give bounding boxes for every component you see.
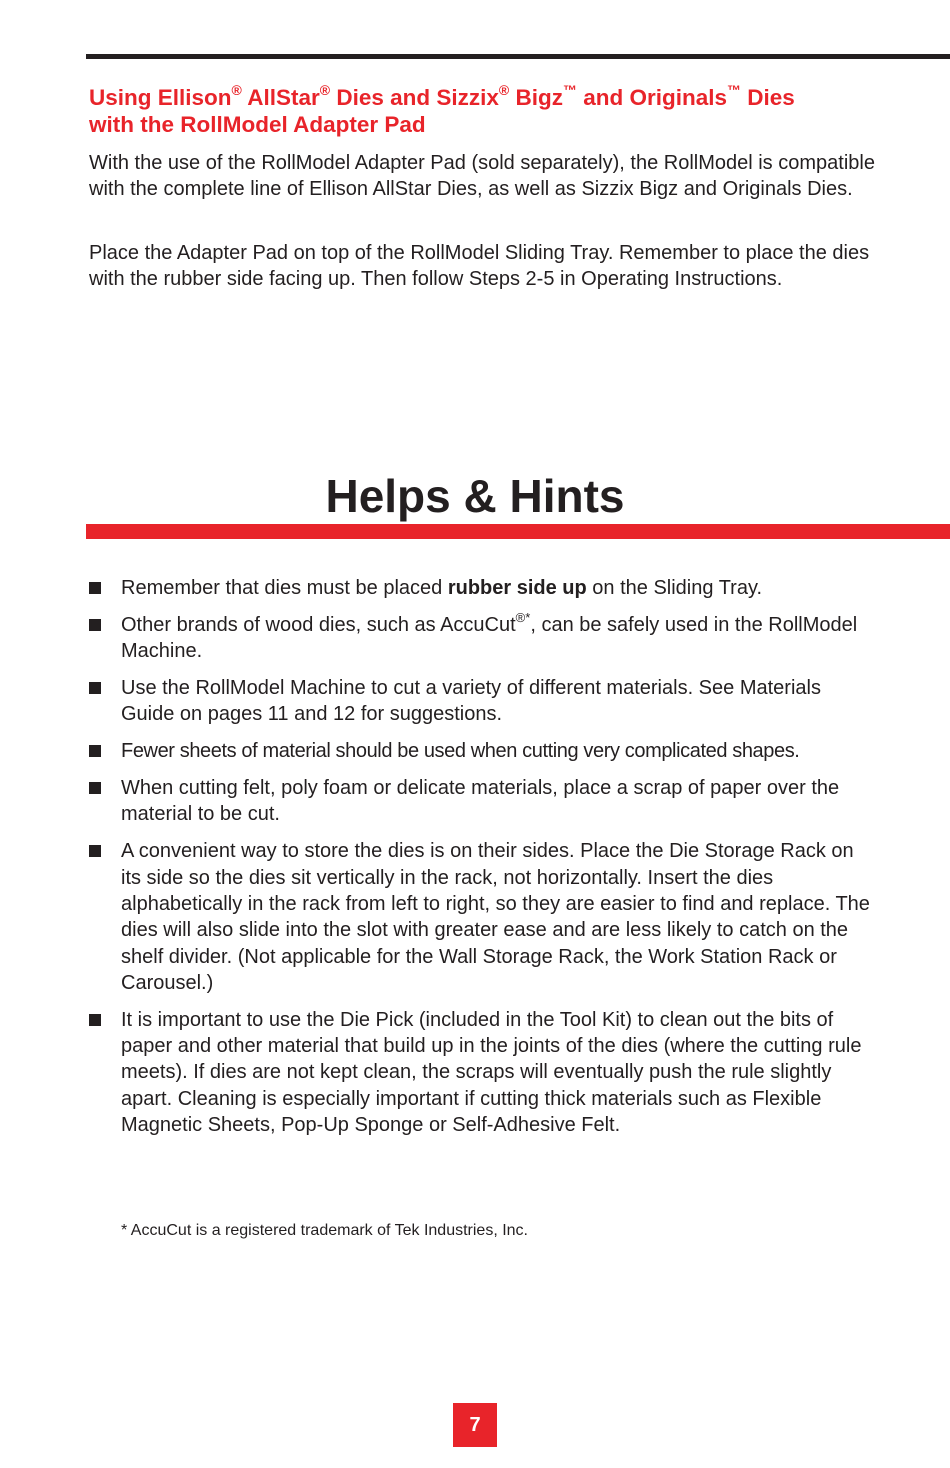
list-item: A convenient way to store the dies is on their sides. Place the Die Storage Rack on its side so the dies sit vertically in the rack, not horizontally. Insert the dies alphabetically in the rack from left to right, so they are easier to find and replace. The dies will also slide into the slot with greater ease and are less likely to catch on the shelf divider. (Not applicable for the Wall Storage Rack, the Work Station Rack or Carousel.): [89, 838, 879, 996]
adapter-pad-paragraph: With the use of the RollModel Adapter Pad (sold separately), the RollModel is compatible with the complete line of Ellison AllStar Dies, as well as Sizzix Bigz and Originals Dies.: [89, 152, 875, 201]
placement-paragraph: Place the Adapter Pad on top of the RollModel Sliding Tray. Remember to place the dies with the rubber side facing up. Then follow Steps 2-5 in Operating Instructions.: [89, 242, 870, 291]
square-bullet-icon: [89, 782, 101, 794]
square-bullet-icon: [89, 682, 101, 694]
section-heading: Using Ellison® AllStar® Dies and Sizzix® Bigz™ and Originals™ Dies with the RollModel Adapter Pad: [89, 81, 795, 137]
square-bullet-icon: [89, 745, 101, 757]
list-item: Other brands of wood dies, such as AccuCut®*, can be safely used in the RollModel Machine.: [89, 612, 879, 665]
square-bullet-icon: [89, 619, 101, 631]
list-item: It is important to use the Die Pick (included in the Tool Kit) to clean out the bits of paper and other material that build up in the joints of the dies (where the cutting rule meets). If dies are not kept clean, the scraps will eventually push the rule slightly apart. Cleaning is especially important if cutting thick materials such as Flexible Magnetic Sheets, Pop-Up Sponge or Self-Adhesive Felt.: [89, 1007, 879, 1138]
square-bullet-icon: [89, 582, 101, 594]
square-bullet-icon: [89, 845, 101, 857]
hints-list: [89, 575, 879, 1149]
trademark-footnote: * AccuCut is a registered trademark of Tek Industries, Inc.: [121, 1222, 528, 1239]
square-bullet-icon: [89, 1014, 101, 1026]
top-divider: [86, 54, 950, 59]
list-item: Fewer sheets of material should be used when cutting very complicated shapes.: [89, 738, 879, 764]
list-item: When cutting felt, poly foam or delicate materials, place a scrap of paper over the material to be cut.: [89, 775, 879, 828]
title-underline: [86, 524, 950, 539]
page-title: Helps & Hints: [325, 470, 625, 522]
page-number: 7: [453, 1403, 497, 1447]
list-item: Remember that dies must be placed rubber side up on the Sliding Tray.: [89, 575, 879, 601]
list-item: Use the RollModel Machine to cut a variety of different materials. See Materials Guide on pages 11 and 12 for suggestions.: [89, 675, 879, 728]
